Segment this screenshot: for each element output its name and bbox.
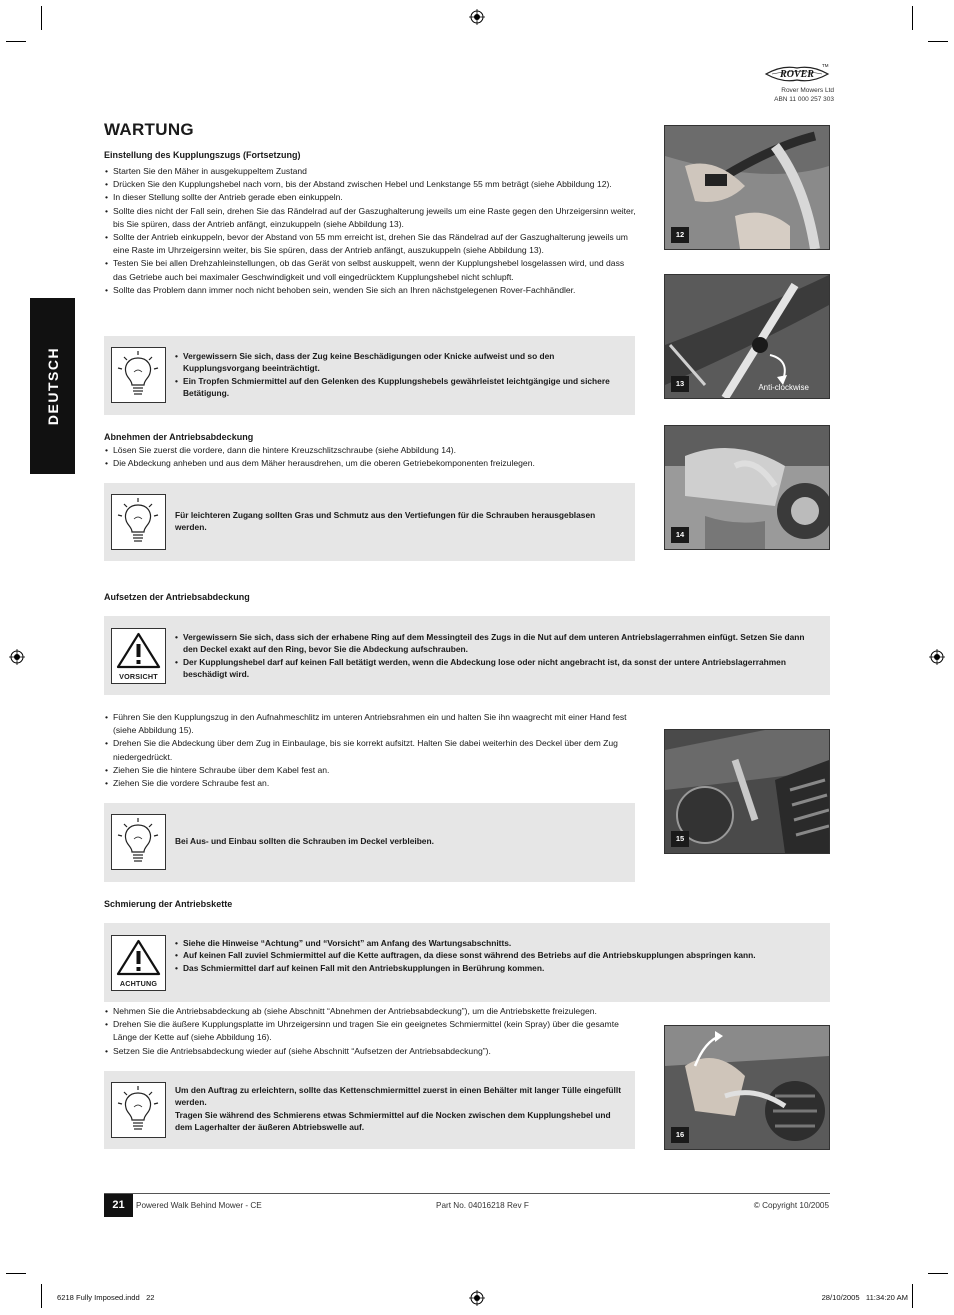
warning-box-fit-cover: [104, 616, 830, 695]
registration-mark-icon: [469, 1290, 485, 1306]
brand-logo: [760, 62, 834, 112]
lightbulb-icon: [111, 347, 166, 403]
tip-text: Bei Aus- und Einbau sollten die Schrauben im Deckel verbleiben.: [175, 836, 434, 846]
crop-mark: [912, 1284, 913, 1308]
list-item: • Sollte dies nicht der Fall sein, drehen Sie das Rändelrad auf der Gaszughalterung jeweils um eine Raste gegen den Uhrzeigersinn weiter, bis Sie spüren, dass der Antrieb anfängt, einzukuppeln (siehe Abbildung 13).: [104, 205, 639, 231]
section-heading-fit-cover: Aufsetzen der Antriebsabdeckung: [104, 592, 250, 602]
list-item: • Drücken Sie den Kupplungshebel nach vorn, bis der Abstand zwischen Hebel und Lenkstange 55 mm beträgt (siehe Abbildung 12).: [104, 178, 639, 191]
lightbulb-icon: [111, 494, 166, 550]
figure-number: 14: [671, 527, 689, 543]
crop-mark: [6, 1273, 26, 1274]
rover-logo-icon: [764, 62, 830, 86]
list-item: • Drehen Sie die Abdeckung über dem Zug in Einbaulage, bis sie korrekt aufsitzt. Halten Sie dabei weiterhin des Deckel über dem Zug niedergedrückt.: [104, 737, 639, 763]
crop-mark: [928, 41, 948, 42]
warning-item: • Auf keinen Fall zuviel Schmiermittel auf die Kette auftragen, da diese sonst während des Betriebs auf die Antriebskupplungen abspringen kann.: [175, 949, 820, 961]
list-item: • Starten Sie den Mäher in ausgekuppeltem Zustand: [104, 165, 639, 178]
lube-steps-list: [104, 1005, 639, 1058]
warning-item: • Der Kupplungshebel darf auf keinen Fall betätigt werden, wenn die Abdeckung lose oder nicht angebracht ist, da sonst der untere Antriebslagerrahmen beschädigt wird.: [175, 656, 820, 681]
tip-box-lube: [104, 1071, 635, 1149]
company-abn: ABN 11 000 257 303: [774, 96, 834, 103]
caution-icon: [111, 628, 166, 684]
registration-mark-icon: [929, 649, 945, 665]
footer-part-number: Part No. 04016218 Rev F: [436, 1201, 529, 1210]
footer-product: Powered Walk Behind Mower - CE: [136, 1201, 262, 1210]
tip-box-clutch: [104, 336, 635, 415]
list-item: • Die Abdeckung anheben und aus dem Mäher herausdrehen, um die oberen Getriebekomponenten freizulegen.: [104, 457, 639, 470]
warning-label: ACHTUNG: [119, 979, 158, 988]
section-heading-clutch: Einstellung des Kupplungszugs (Fortsetzung): [104, 150, 301, 160]
list-item: • Sollte der Antrieb einkuppeln, bevor der Abstand von 55 mm erreicht ist, drehen Sie das Rändelrad auf der Gaszughalterung jeweils um eine Raste im Uhrzeigersinn weiter, bis Sie spüren, dass der Antrieb anfängt, auszukuppeln (siehe Abbildung 13).: [104, 231, 639, 257]
language-tab: [30, 298, 75, 474]
figure-number: 16: [671, 1127, 689, 1143]
fit-cover-steps-list: [104, 711, 639, 790]
language-tab-label: DEUTSCH: [44, 346, 61, 426]
list-item: • Ziehen Sie die vordere Schraube fest an.: [104, 777, 639, 790]
footer-copyright: © Copyright 10/2005: [753, 1201, 829, 1210]
slug-timestamp: 28/10/2005 11:34:20 AM: [821, 1293, 908, 1302]
lightbulb-icon: [111, 1082, 166, 1138]
warning-item: • Das Schmiermittel darf auf keinen Fall mit den Antriebskupplungen in Berührung kommen.: [175, 962, 820, 974]
figure-13-photo: [664, 274, 830, 399]
list-item: • Sollte das Problem dann immer noch nicht behoben sein, wenden Sie sich an Ihren nächstgelegenen Rover-Fachhändler.: [104, 284, 639, 297]
warning-item: • Vergewissern Sie sich, dass sich der erhabene Ring auf dem Messingteil des Zugs in die Nut auf dem unteren Antriebslagerrahmen einfügt. Setzen Sie dann den Deckel exakt auf den Ring, bevor Sie die Abdeckung aufschrauben.: [175, 631, 820, 656]
list-item: • Führen Sie den Kupplungszug in den Aufnahmeschlitz im unteren Antriebsrahmen ein und halten Sie ihn waagrecht mit einer Hand fest (siehe Abbildung 15).: [104, 711, 639, 737]
lightbulb-icon: [111, 814, 166, 870]
tip-text: Um den Auftrag zu erleichtern, sollte das Kettenschmiermittel zuerst in einen Behälter mit langer Tülle eingefüllt werden.: [175, 1085, 621, 1108]
list-item: • Setzen Sie die Antriebsabdeckung wieder auf (siehe Abschnitt “Aufsetzen der Antriebsabdeckung”).: [104, 1045, 639, 1058]
figure-15-photo: [664, 729, 830, 854]
crop-mark: [6, 41, 26, 42]
list-item: • Drehen Sie die äußere Kupplungsplatte im Uhrzeigersinn und tragen Sie ein geeignetes Schmiermittel (kein Spray) über die gesamte Länge der Kette auf (siehe Abbildung 16).: [104, 1018, 639, 1044]
section-heading-lube: Schmierung der Antriebskette: [104, 899, 233, 909]
warning-item: • Siehe die Hinweise “Achtung” und “Vorsicht” am Anfang des Wartungsabschnitts.: [175, 937, 820, 949]
tip-box-fit-cover: [104, 803, 635, 882]
figure-number: 13: [671, 376, 689, 392]
registration-mark-icon: [469, 9, 485, 25]
tip-box-remove-cover: [104, 483, 635, 561]
crop-mark: [41, 6, 42, 30]
list-item: • Nehmen Sie die Antriebsabdeckung ab (siehe Abschnitt “Abnehmen der Antriebsabdeckung”), um die Antriebskette freizulegen.: [104, 1005, 639, 1018]
figure-12-photo: [664, 125, 830, 250]
figure-number: 12: [671, 227, 689, 243]
crop-mark: [912, 6, 913, 30]
svg-text:ROVER: ROVER: [780, 69, 814, 80]
section-heading-remove-cover: Abnehmen der Antriebsabdeckung: [104, 432, 254, 442]
figure-14-photo: [664, 425, 830, 550]
caution-label: VORSICHT: [119, 672, 158, 681]
figure-number: 15: [671, 831, 689, 847]
list-item: • Testen Sie bei allen Drehzahleinstellungen, ob das Gerät von selbst auskuppelt, wenn der Kupplungshebel losgelassen wird, und dass das Getriebe auch bei maximaler Geschwindigkeit und voll eingedrücktem Kupplungshebel nicht schlupft.: [104, 257, 639, 283]
list-item: • Ziehen Sie die hintere Schraube über dem Kabel fest an.: [104, 764, 639, 777]
crop-mark: [928, 1273, 948, 1274]
page-title: WARTUNG: [104, 120, 194, 139]
tip-text: Tragen Sie während des Schmierens etwas Schmiermittel auf die Nocken zwischen dem Kupplungshebel und dem Lagerhalter der äußeren Abtriebswelle auf.: [175, 1109, 611, 1133]
page-number: 21: [104, 1194, 133, 1217]
tip-text: Für leichteren Zugang sollten Gras und Schmutz aus den Vertiefungen für die Schrauben herausgeblasen werden.: [175, 510, 596, 533]
list-item: • In dieser Stellung sollte der Antrieb gerade eben einkuppeln.: [104, 191, 639, 204]
tip-item: • Vergewissern Sie sich, dass der Zug keine Beschädigungen oder Knicke aufweist und so den Kupplungsvorgang beeinträchtigt.: [175, 350, 625, 375]
warning-icon: [111, 935, 166, 991]
slug-filename: 6218 Fully Imposed.indd 22: [57, 1293, 155, 1302]
figure-caption: Anti-clockwise: [758, 383, 809, 392]
svg-text:TM: TM: [822, 63, 829, 68]
registration-mark-icon: [9, 649, 25, 665]
clutch-steps-list: [104, 165, 639, 297]
remove-cover-steps-list: [104, 444, 639, 470]
figure-16-photo: [664, 1025, 830, 1150]
list-item: • Lösen Sie zuerst die vordere, dann die hintere Kreuzschlitzschraube (siehe Abbildung 14).: [104, 444, 639, 457]
footer-divider: [104, 1193, 830, 1194]
crop-mark: [41, 1284, 42, 1308]
company-name: Rover Mowers Ltd: [781, 87, 834, 94]
warning-box-lube: [104, 923, 830, 1002]
tip-item: • Ein Tropfen Schmiermittel auf den Gelenken des Kupplungshebels gewährleistet leichtgängige und sichere Betätigung.: [175, 375, 625, 400]
